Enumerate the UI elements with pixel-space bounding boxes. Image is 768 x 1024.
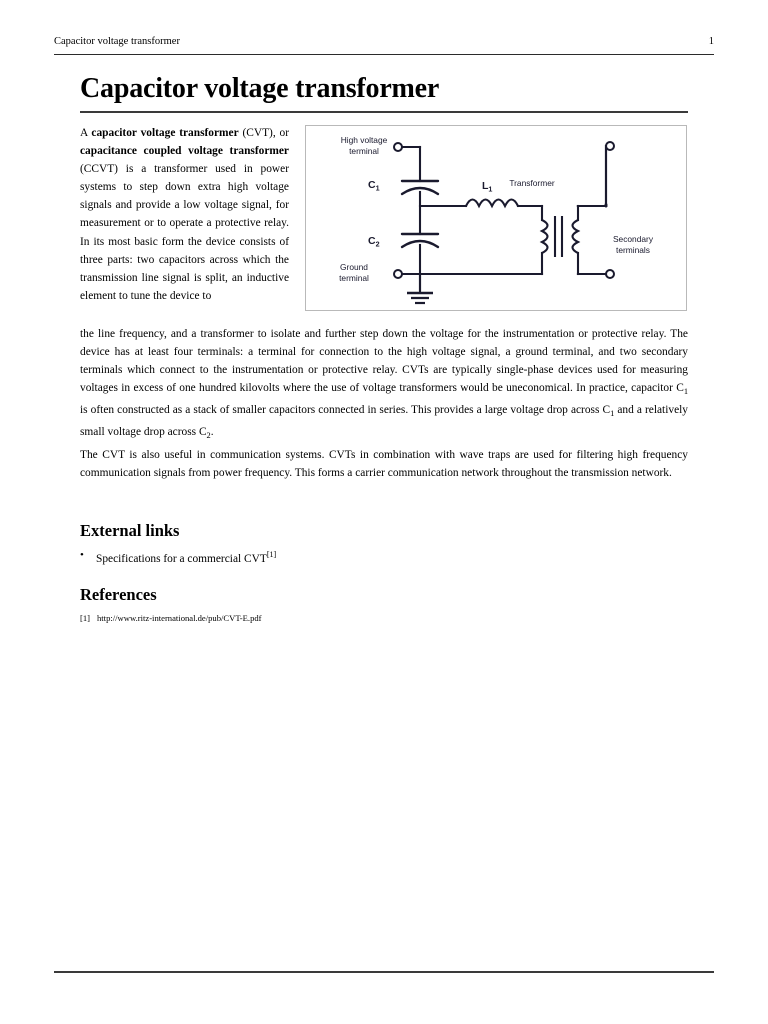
reference-marker[interactable]: [1] xyxy=(266,550,277,559)
second-paragraph: The CVT is also useful in communication systems. CVTs in combination with wave traps are used for filtering high frequency communication signals from power frequency. This forms a carrier communication network throughout the transmission network. xyxy=(80,449,688,480)
intro-rest-d: . xyxy=(210,426,214,439)
label-inductor-l1: $L_1$ xyxy=(482,180,493,194)
title-divider xyxy=(80,111,688,113)
header-divider xyxy=(54,54,714,55)
ground-terminal-node xyxy=(394,270,402,278)
label-secondary-terminals-line1: Secondary xyxy=(612,234,654,244)
intro-subscript-3: 2 xyxy=(206,431,211,441)
label-secondary-terminals-line2: terminals xyxy=(616,245,650,255)
external-link-label: Specifications for a commercial CVT xyxy=(96,553,267,565)
intro-bold-term-1: capacitor voltage transformer xyxy=(91,127,239,139)
ground-symbol xyxy=(407,274,433,303)
intro-subscript-1: 1 xyxy=(683,387,688,397)
secondary-terminal-bottom-node xyxy=(606,270,614,278)
intro-rest-b: is often constructed as a stack of smaller capacitors connected in series. This provides a large voltage drop across C xyxy=(80,404,611,417)
header-title: Capacitor voltage transformer xyxy=(54,36,180,47)
transformer-core xyxy=(555,216,562,257)
running-header xyxy=(54,35,714,53)
transformer-primary-winding xyxy=(542,220,548,253)
label-high-voltage-terminal-line2: terminal xyxy=(349,146,379,156)
cvt-schematic-svg xyxy=(306,126,686,310)
transformer-secondary-winding xyxy=(573,220,579,253)
external-link-text[interactable] xyxy=(96,546,276,568)
label-ground-terminal-line2: terminal xyxy=(339,273,369,283)
label-high-voltage-terminal-line1: High voltage xyxy=(340,135,388,145)
inductor-l1-symbol xyxy=(466,200,518,207)
section-heading-references: References xyxy=(80,585,157,604)
intro-rest-a: the line frequency, and a transformer to isolate and further step down the voltage for the instrumentation or protective relay. The device has at least four terminals: a terminal for connection to the high voltage signal, a ground terminal, and two secondary terminals which connect to the instrumentation or protective relay. CVTs are typically single-phase devices used for measuring voltages in excess of one hundred kilovolts where the use of voltage transformers would be uneconomical. In practice, capacitor C xyxy=(80,328,688,395)
section-heading-external-links: External links xyxy=(80,521,180,540)
label-capacitor-c1: $C_1$ xyxy=(368,179,380,193)
header-page-number: 1 xyxy=(708,36,714,47)
label-ground-terminal-line1: Ground xyxy=(340,262,368,272)
intro-subscript-2: 1 xyxy=(610,409,615,419)
intro-bold-term-2: capacitance coupled voltage transformer xyxy=(80,145,289,158)
label-transformer: Transformer xyxy=(509,178,555,188)
intro-lead: A xyxy=(80,127,92,139)
reference-url[interactable]: http://www.ritz-international.de/pub/CVT-E.pdf xyxy=(97,613,262,623)
intro-paragraph-continuation xyxy=(80,325,688,446)
intro-plain-3: (CCVT) is a transformer used in power systems to step down extra high voltage signals and provide a low voltage signal, for measurement or to operate a protective relay. In its most basic form the device consists of three parts: two capacitors across which the transmission line signal is split, an inductive element to tune the device to xyxy=(80,163,289,302)
reference-number: [1] xyxy=(80,613,91,623)
intro-rest-c: and a relatively small voltage drop across C xyxy=(80,404,688,439)
intro-plain-2: (CVT), or xyxy=(238,127,289,139)
page-title: Capacitor voltage transformer xyxy=(80,73,440,104)
high-voltage-terminal-node xyxy=(394,143,402,151)
circuit-diagram-figure xyxy=(305,125,687,311)
label-capacitor-c2: $C_2$ xyxy=(368,235,380,249)
bullet-icon: • xyxy=(80,549,84,561)
secondary-output-wires xyxy=(578,146,606,274)
secondary-terminal-top-node xyxy=(606,142,614,150)
footer-divider xyxy=(54,971,714,973)
intro-paragraph-column xyxy=(80,124,289,305)
